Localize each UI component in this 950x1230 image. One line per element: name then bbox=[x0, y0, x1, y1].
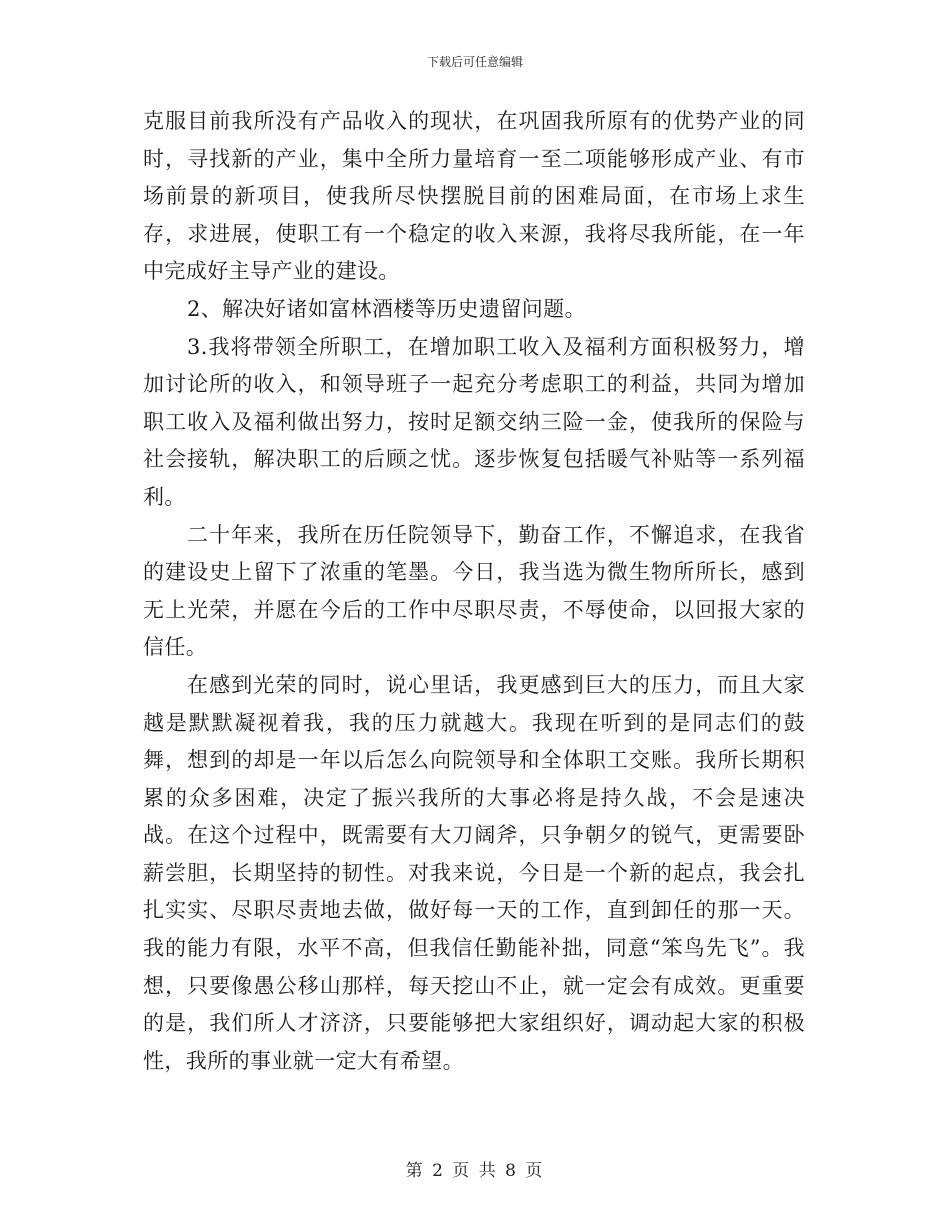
paragraph-1: 克服目前我所没有产品收入的现状，在巩固我所原有的优势产业的同时，寻找新的产业，集中全所力量培育一至二项能够形成产业、有市场前景的新项目，使我所尽快摆脱目前的困难局面，在市场上求生存，求进展，使职工有一个稳定的收入来源，我将尽我所能，在一年中完成好主导产业的建设。 bbox=[143, 109, 805, 284]
paragraph-3: 3.我将带领全所职工，在增加职工收入及福利方面积极努力，增加讨论所的收入，和领导班子一起充分考虑职工的利益，共同为增加职工收入及福利做出努力，按时足额交纳三险一金，使我所的保险与社会接轨，解决职工的后顾之忧。逐步恢复包括暖气补贴等一系列福利。 bbox=[143, 334, 805, 509]
paragraph-2: 2、解决好诸如富林酒楼等历史遗留问题。 bbox=[187, 296, 586, 321]
paragraph-5: 在感到光荣的同时，说心里话，我更感到巨大的压力，而且大家越是默默凝视着我，我的压力就越大。我现在听到的是同志们的鼓舞，想到的却是一年以后怎么向院领导和全体职工交账。我所长期积累的众多困难，决定了振兴我所的大事必将是持久战，不会是速决战。在这个过程中，既需要有大刀阔斧，只争朝夕的锐气，更需要卧薪尝胆，长期坚持的韧性。对我来说，今日是一个新的起点，我会扎扎实实、尽职尽责地去做，做好每一天的工作，直到卸任的那一天。我的能力有限，水平不高，但我信任勤能补拙，同意“笨鸟先飞”。我想，只要像愚公移山那样，每天挖山不止，就一定会有成效。更重要的是，我们所人才济济，只要能够把大家组织好，调动起大家的积极性，我所的事业就一定大有希望。 bbox=[143, 672, 805, 1073]
paragraph-4: 二十年来，我所在历任院领导下，勤奋工作，不懈追求，在我省的建设史上留下了浓重的笔墨。今日，我当选为微生物所所长，感到无上光荣，并愿在今后的工作中尽职尽责，不辱使命，以回报大家的信任。 bbox=[143, 522, 805, 660]
document-body bbox=[143, 103, 805, 1080]
page-header: 下载后可任意编辑 bbox=[426, 55, 523, 69]
page-footer: 第 2 页 共 8 页 bbox=[405, 1161, 545, 1181]
